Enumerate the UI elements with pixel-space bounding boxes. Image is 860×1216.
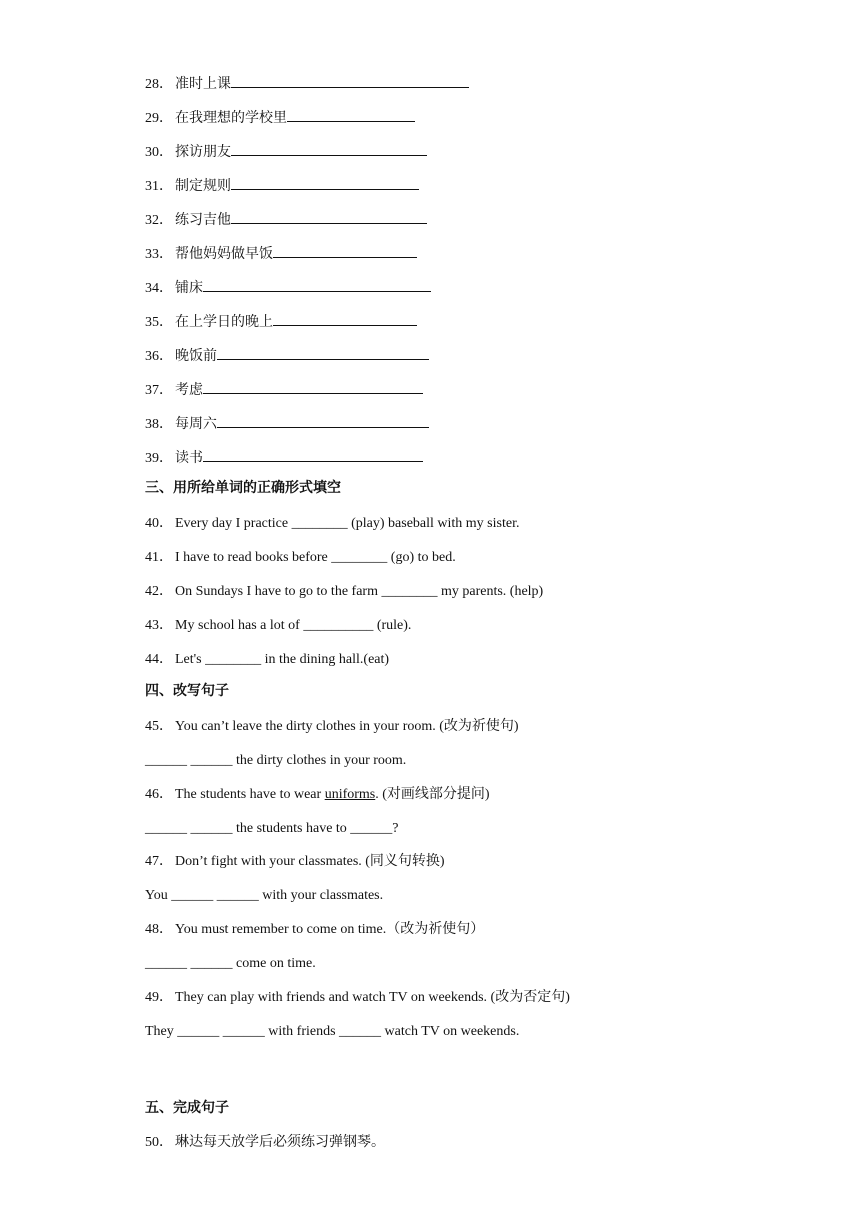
question-text: (play) baseball with my sister. — [347, 516, 520, 531]
question-41 — [145, 549, 456, 567]
question-text: 琳达每天放学后必须练习弹钢琴。 — [175, 1135, 385, 1150]
item-text: 探访朋友 — [175, 145, 231, 160]
item-number: 40． — [145, 516, 173, 531]
answer-blank[interactable]: ________ — [331, 550, 388, 565]
answer-blank[interactable] — [203, 448, 423, 462]
item-number: 42． — [145, 584, 173, 599]
item-text: 每周六 — [175, 417, 217, 432]
question-text: Every day I practice — [175, 516, 292, 531]
question-text: my parents. (help) — [437, 584, 544, 599]
question-text: On Sundays I have to go to the farm — [175, 584, 382, 599]
question-44 — [145, 651, 389, 669]
answer-blank[interactable] — [231, 176, 419, 190]
answer-49[interactable]: They ______ ______ with friends ______ watch TV on weekends. — [145, 1024, 520, 1039]
question-42 — [145, 583, 543, 601]
item-number: 29． — [145, 111, 173, 126]
answer-45[interactable]: ______ ______ the dirty clothes in your room. — [145, 753, 407, 768]
item-text: 铺床 — [175, 281, 203, 296]
vocab-item-35 — [145, 312, 417, 332]
vocab-item-29 — [145, 108, 415, 128]
question-46 — [145, 786, 490, 804]
vocab-item-37 — [145, 380, 423, 400]
item-number: 50． — [145, 1135, 173, 1150]
question-text: My school has a lot of — [175, 618, 304, 633]
item-number: 43． — [145, 618, 173, 633]
question-text: in the dining hall.(eat) — [261, 652, 390, 667]
question-text: Let's — [175, 652, 206, 667]
question-text: You can’t leave the dirty clothes in your room. (改为祈使句) — [175, 719, 519, 734]
question-text: . (对画线部分提问) — [375, 787, 490, 802]
item-text: 在我理想的学校里 — [175, 111, 287, 126]
section-heading: 四、改写句子 — [145, 684, 229, 699]
item-number: 44． — [145, 652, 173, 667]
question-text: You must remember to come on time.（改为祈使句） — [175, 922, 485, 937]
question-43 — [145, 617, 411, 635]
item-text: 制定规则 — [175, 179, 231, 194]
item-text: 晚饭前 — [175, 349, 217, 364]
question-47 — [145, 853, 445, 871]
item-number: 38． — [145, 417, 173, 432]
question-text: They can play with friends and watch TV on weekends. (改为否定句) — [175, 990, 570, 1005]
section-heading: 三、用所给单词的正确形式填空 — [145, 481, 341, 496]
item-number: 28． — [145, 77, 173, 92]
item-number: 35． — [145, 315, 173, 330]
answer-47[interactable]: You ______ ______ with your classmates. — [145, 888, 384, 903]
answer-blank[interactable]: __________ — [303, 618, 374, 633]
answer-blank[interactable]: ________ — [291, 516, 348, 531]
vocab-item-32 — [145, 210, 427, 230]
item-text: 考虑 — [175, 383, 203, 398]
answer-blank[interactable]: ________ — [381, 584, 438, 599]
vocab-item-28 — [145, 74, 469, 94]
answer-blank[interactable] — [287, 108, 415, 122]
vocab-item-30 — [145, 142, 427, 162]
item-number: 33． — [145, 247, 173, 262]
question-49 — [145, 989, 570, 1007]
vocab-item-39 — [145, 448, 423, 468]
item-number: 34． — [145, 281, 173, 296]
answer-46[interactable]: ______ ______ the students have to ______? — [145, 821, 399, 836]
answer-blank[interactable] — [231, 142, 427, 156]
item-number: 37． — [145, 383, 173, 398]
vocab-item-33 — [145, 244, 417, 264]
item-text: 读书 — [175, 451, 203, 466]
question-text: (go) to bed. — [387, 550, 456, 565]
item-text: 在上学日的晚上 — [175, 315, 273, 330]
question-text: The students have to wear — [175, 787, 325, 802]
item-number: 41． — [145, 550, 173, 565]
question-50 — [145, 1134, 385, 1152]
item-number: 47． — [145, 854, 173, 869]
vocab-item-34 — [145, 278, 431, 298]
answer-blank[interactable] — [217, 414, 429, 428]
answer-blank[interactable]: ________ — [205, 652, 262, 667]
answer-blank[interactable] — [203, 278, 431, 292]
item-text: 练习吉他 — [175, 213, 231, 228]
vocab-item-31 — [145, 176, 419, 196]
answer-blank[interactable] — [273, 312, 417, 326]
answer-blank[interactable] — [203, 380, 423, 394]
item-number: 31． — [145, 179, 173, 194]
item-number: 45． — [145, 719, 173, 734]
item-number: 49． — [145, 990, 173, 1005]
vocab-item-36 — [145, 346, 429, 366]
answer-48[interactable]: ______ ______ come on time. — [145, 956, 316, 971]
question-text: Don’t fight with your classmates. (同义句转换) — [175, 854, 445, 869]
item-number: 32． — [145, 213, 173, 228]
answer-blank[interactable] — [217, 346, 429, 360]
item-number: 30． — [145, 145, 173, 160]
item-text: 准时上课 — [175, 77, 231, 92]
section-heading: 五、完成句子 — [145, 1101, 229, 1116]
question-45 — [145, 718, 519, 736]
question-text: (rule). — [373, 618, 412, 633]
answer-blank[interactable] — [231, 74, 469, 88]
question-48 — [145, 921, 484, 939]
item-number: 46． — [145, 787, 173, 802]
answer-blank[interactable] — [231, 210, 427, 224]
item-number: 39． — [145, 451, 173, 466]
answer-blank[interactable] — [273, 244, 417, 258]
item-text: 帮他妈妈做早饭 — [175, 247, 273, 262]
question-40 — [145, 515, 519, 533]
vocab-item-38 — [145, 414, 429, 434]
item-number: 36． — [145, 349, 173, 364]
question-text: I have to read books before — [175, 550, 332, 565]
underlined-word: uniforms — [324, 787, 376, 802]
item-number: 48． — [145, 922, 173, 937]
